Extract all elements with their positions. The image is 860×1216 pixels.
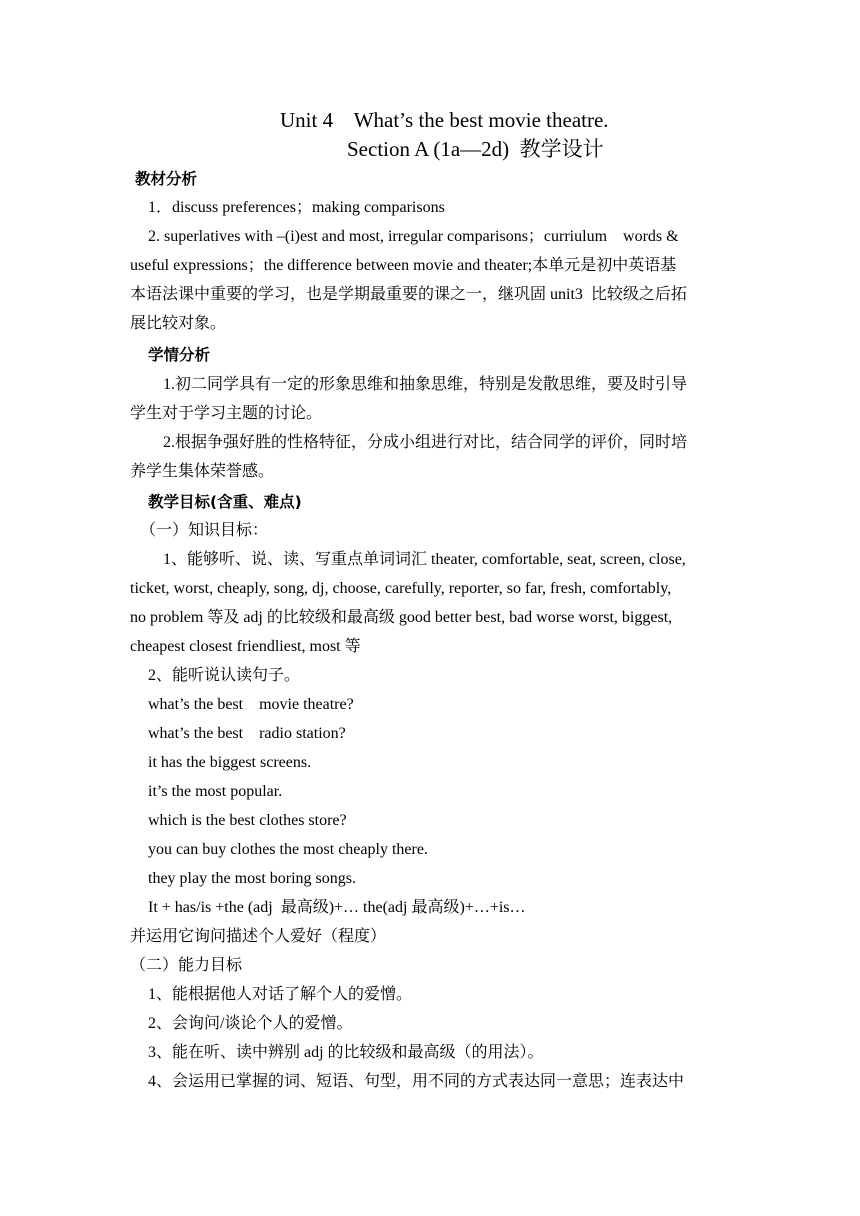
- usage-line: 并运用它询问描述个人爱好（程度）: [130, 928, 387, 945]
- student-line-2: 学生对于学习主题的讨论。: [130, 405, 323, 422]
- sentence-2: what’s the best radio station?: [148, 725, 346, 742]
- ability-line-1: 1、能根据他人对话了解个人的爱憎。: [148, 986, 413, 1003]
- material-line-1: 1．discuss preferences；making comparisons: [148, 199, 445, 216]
- objectives-heading: 教学目标(含重、难点): [148, 493, 302, 511]
- student-line-1: 1.初二同学具有一定的形象思维和抽象思维，特别是发散思维，要及时引导: [163, 376, 688, 393]
- sentence-7: they play the most boring songs.: [148, 870, 356, 887]
- ability-line-2: 2、会询问/谈论个人的爱憎。: [148, 1015, 353, 1032]
- student-line-4: 养学生集体荣誉感。: [130, 463, 275, 480]
- title-line-1: Unit 4 What’s the best movie theatre.: [280, 108, 609, 132]
- sentence-4: it’s the most popular.: [148, 783, 283, 800]
- student-analysis-heading: 学情分析: [148, 346, 211, 364]
- material-line-3: useful expressions；the difference between movie and theater;本单元是初中英语基: [130, 257, 677, 274]
- sentence-5: which is the best clothes store?: [148, 812, 347, 829]
- ability-line-4: 4、会运用已掌握的词、短语、句型，用不同的方式表达同一意思；连表达中: [148, 1073, 685, 1090]
- knowledge-line-5: 2、能听说认读句子。: [148, 667, 301, 684]
- material-line-4: 本语法课中重要的学习，也是学期最重要的课之一，继巩固 unit3 比较级之后拓: [130, 286, 687, 303]
- sentence-3: it has the biggest screens.: [148, 754, 312, 771]
- title-line-2: Section A (1a—2d) 教学设计: [347, 137, 604, 161]
- sentence-pattern: It + has/is +the (adj 最高级)+… the(adj 最高级)+…+is…: [148, 899, 526, 916]
- material-analysis-heading: 教材分析: [135, 170, 198, 188]
- sentence-6: you can buy clothes the most cheaply there.: [148, 841, 428, 858]
- material-line-5: 展比较对象。: [130, 315, 227, 332]
- knowledge-heading: （一）知识目标：: [140, 522, 269, 539]
- knowledge-line-1: 1、能够听、说、读、写重点单词词汇 theater, comfortable, seat, screen, close,: [163, 551, 686, 568]
- ability-line-3: 3、能在听、读中辨别 adj 的比较级和最高级（的用法）。: [148, 1044, 544, 1061]
- ability-heading: （二）能力目标: [130, 957, 243, 974]
- sentence-1: what’s the best movie theatre?: [148, 696, 354, 713]
- knowledge-line-4: cheapest closest friendliest, most 等: [130, 638, 361, 655]
- material-line-2: 2. superlatives with –(i)est and most, irregular comparisons；curriulum words &: [148, 228, 679, 245]
- knowledge-line-3: no problem 等及 adj 的比较级和最高级 good better best, bad worse worst, biggest,: [130, 609, 673, 626]
- knowledge-line-2: ticket, worst, cheaply, song, dj, choose, carefully, reporter, so far, fresh, comfortably,: [130, 580, 672, 597]
- student-line-3: 2.根据争强好胜的性格特征，分成小组进行对比，结合同学的评价，同时培: [163, 434, 688, 451]
